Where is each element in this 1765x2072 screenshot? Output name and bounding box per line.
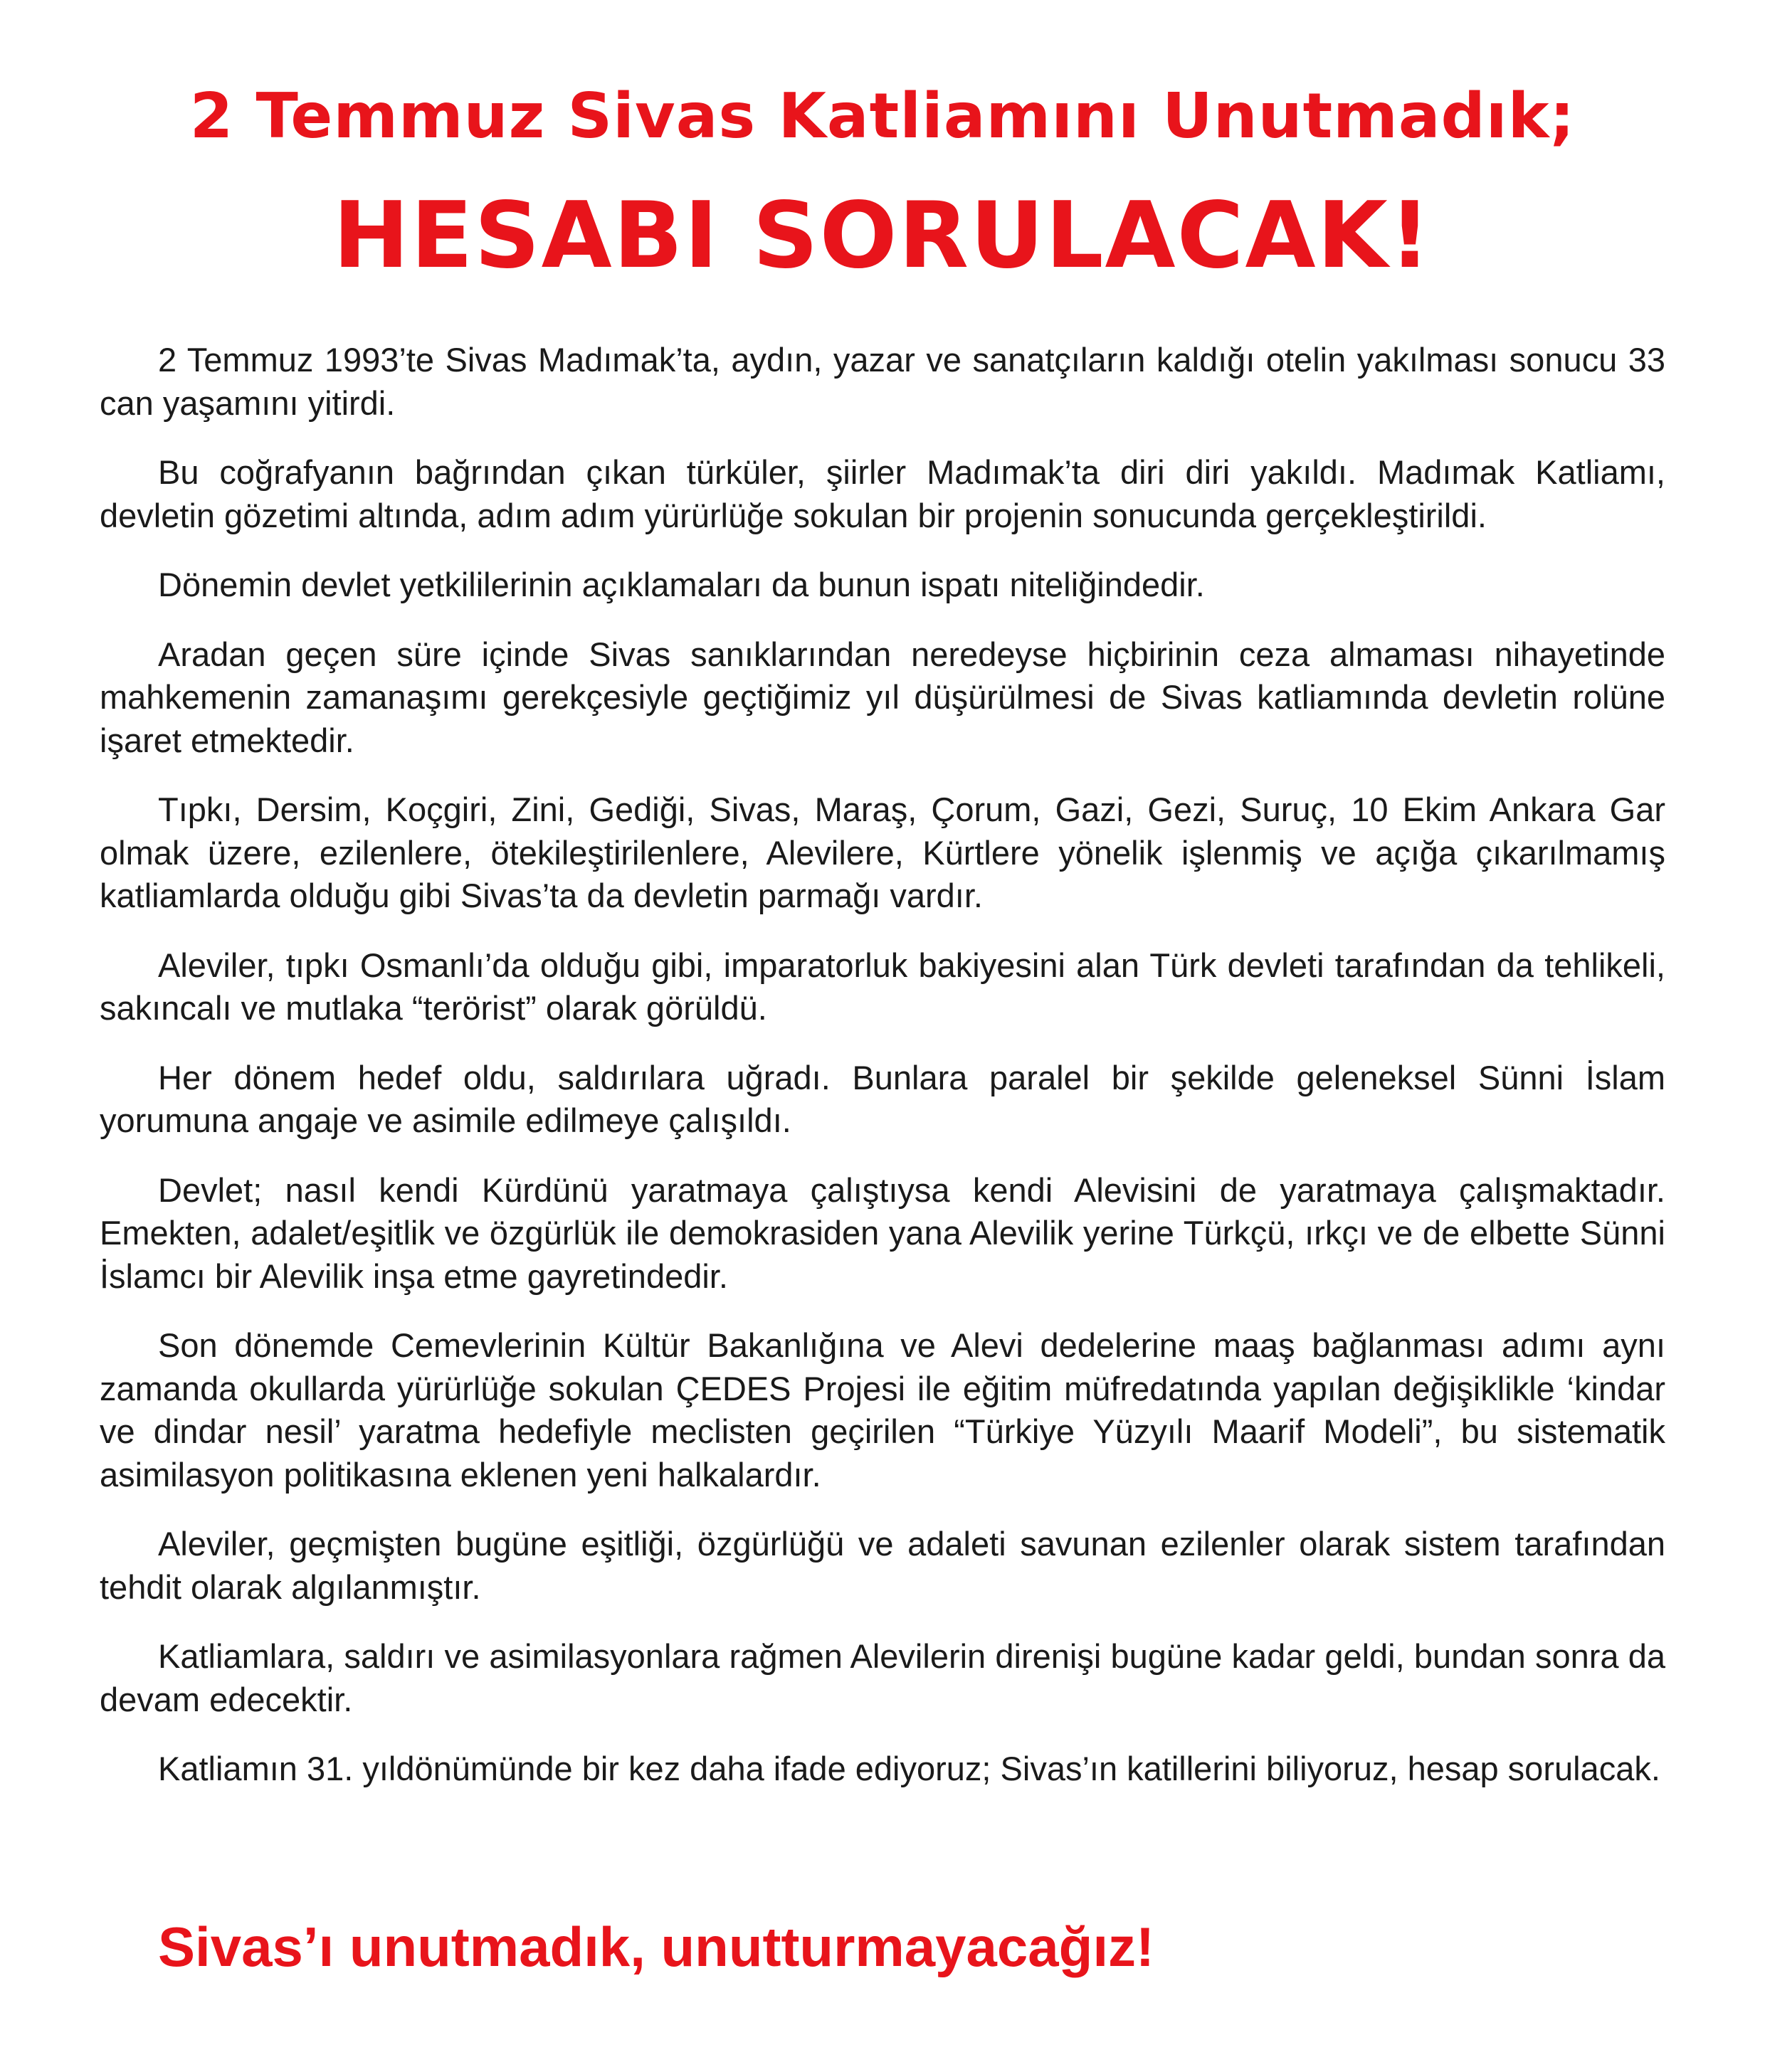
- headline: 2 Temmuz Sivas Katliamını Unutmadık;: [189, 80, 1576, 152]
- main-slogan: HESABI SORULACAK!: [332, 183, 1433, 289]
- paragraph: Dönemin devlet yetkililerinin açıklamaları da bunun ispatı niteliğindedir.: [158, 566, 1205, 603]
- paragraph: Son dönemde Cemevlerinin Kültür Bakanlığına ve Alevi dedelerine maaş bağlanması adımı aynı zamanda okullarda yürürlüğe sokulan ÇEDES Projesi ile eğitim müfredatında yapılan değişiklikle ‘kindar ve dindar nesil’ yaratma hedefiyle meclisten geçirilen “Türkiye Yüzyılı Maarif Modeli”, bu sistematik asimilasyon politikasına eklenen yeni halkalardır.: [100, 1326, 1665, 1494]
- paragraph: Katliamlara, saldırı ve asimilasyonlara rağmen Alevilerin direnişi bugüne kadar geldi, bundan sonra da devam edecektir.: [100, 1637, 1665, 1718]
- paragraph: Bu coğrafyanın bağrından çıkan türküler, şiirler Madımak’ta diri diri yakıldı. Madımak Katliamı, devletin gözetimi altında, adım adım yürürlüğe sokulan bir projenin sonucunda gerçekleştirildi.: [100, 453, 1665, 534]
- paragraph: Aleviler, tıpkı Osmanlı’da olduğu gibi, imparatorluk bakiyesini alan Türk devleti tarafından da tehlikeli, sakıncalı ve mutlaka “terörist” olarak görüldü.: [100, 946, 1665, 1027]
- paragraph: Aleviler, geçmişten bugüne eşitliği, özgürlüğü ve adaleti savunan ezilenler olarak sistem tarafından tehdit olarak algılanmıştır.: [100, 1525, 1665, 1606]
- paragraph: 2 Temmuz 1993’te Sivas Madımak’ta, aydın, yazar ve sanatçıların kaldığı otelin yakılması sonucu 33 can yaşamını yitirdi.: [100, 341, 1665, 422]
- paragraph: Aradan geçen süre içinde Sivas sanıklarından neredeyse hiçbirinin ceza almaması nihayetinde mahkemenin zamanaşımı gerekçesiyle geçtiğimiz yıl düşürülmesi de Sivas katliamında devletin rolüne işaret etmektedir.: [100, 635, 1665, 759]
- paragraph: Tıpkı, Dersim, Koçgiri, Zini, Gediği, Sivas, Maraş, Çorum, Gazi, Gezi, Suruç, 10 Ekim Ankara Gar olmak üzere, ezilenlere, ötekileştirilenlere, Alevilere, Kürtlere yönelik işlenmiş ve açığa çıkarılmamış katliamlarda olduğu gibi Sivas’ta da devletin parmağı vardır.: [100, 791, 1665, 914]
- paragraph: Katliamın 31. yıldönümünde bir kez daha ifade ediyoruz; Sivas’ın katillerini biliyoruz, hesap sorulacak.: [158, 1750, 1660, 1787]
- statement-body: [100, 339, 1665, 1817]
- closing-slogan: Sivas’ı unutmadık, unutturmayacağız!: [158, 1915, 1154, 1978]
- paragraph: Her dönem hedef oldu, saldırılara uğradı. Bunlara paralel bir şekilde geleneksel Sünni İslam yorumuna angaje ve asimile edilmeye çalışıldı.: [100, 1058, 1665, 1139]
- paragraph: Devlet; nasıl kendi Kürdünü yaratmaya çalıştıysa kendi Alevisini de yaratmaya çalışmaktadır. Emekten, adalet/eşitlik ve özgürlük ile demokrasiden yana Alevilik yerine Türkçü, ırkçı ve de elbette Sünni İslamcı bir Alevilik inşa etme gayretindedir.: [100, 1170, 1665, 1295]
